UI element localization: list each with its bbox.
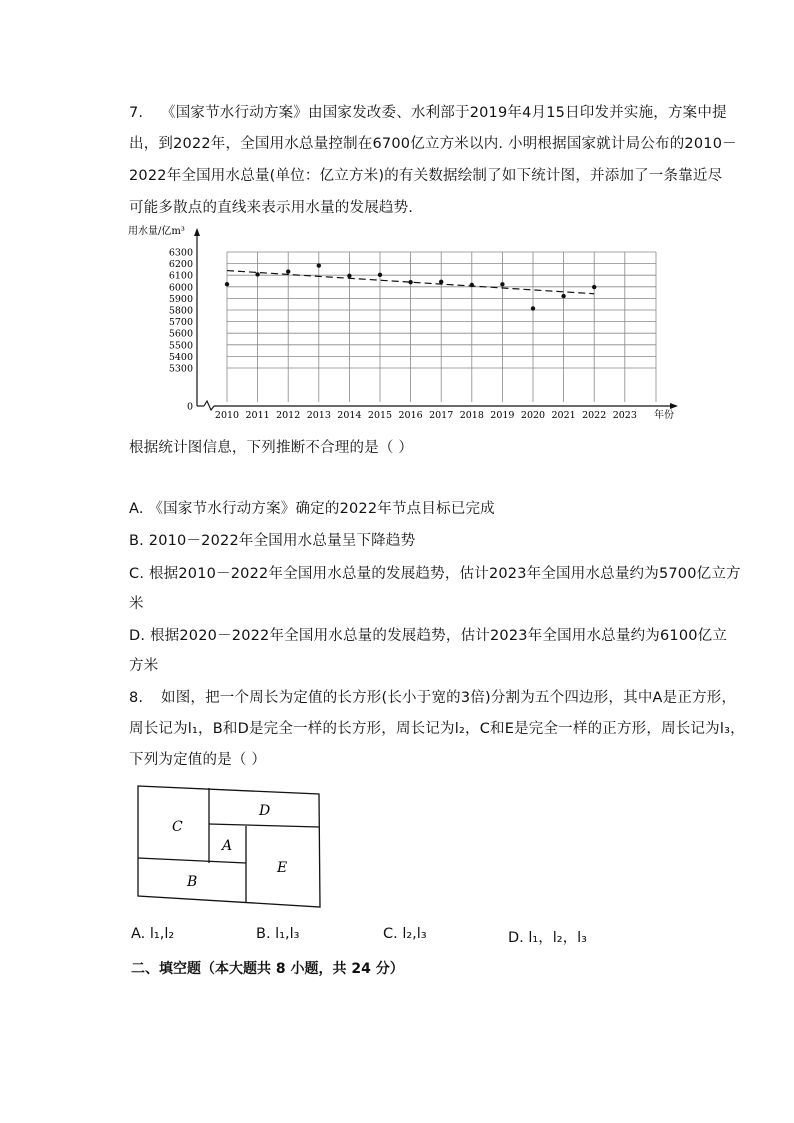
x-tick-label: 2010 [214,410,240,421]
q7-option-d-cont: 方米 [129,658,159,674]
chart-axes [194,228,678,410]
q7-option-c-cont: 米 [129,596,144,612]
x-axis-title: 年份 [654,410,674,421]
q8-line-1 [129,686,736,707]
x-tick-label: 2016 [398,410,423,421]
y-tick-label: 5700 [168,317,193,329]
q8-option-c: C. l₂,l₃ [383,926,427,942]
x-tick-label: 2019 [490,410,515,421]
y-tick-label: 6300 [168,247,193,259]
q7-number: 7. [129,105,144,121]
data-point [286,269,290,273]
x-tick-label: 2018 [459,410,484,421]
x-tick-label: 2014 [337,410,362,421]
data-point [255,272,259,276]
data-point [317,263,321,267]
x-tick-label: 2020 [520,410,546,421]
rectangle-partition-figure [130,780,330,915]
data-point [347,274,351,278]
q7-line-1 [129,101,727,122]
q7-option-b: B. 2010－2022年全国用水总量呈下降趋势 [129,533,416,549]
y-tick-label: 6100 [168,270,193,282]
q7-line-2: 出，到2022年，全国用水总量控制在6700亿立方米以内. 小明根据国家就计局公布的2010－ [129,136,737,152]
label-d: D [259,803,271,819]
q7-option-d: D. 根据2020－2022年全国用水总量的发展趋势，估计2023年全国用水总量约为6100亿立 [129,628,728,644]
y-axis-title: 用水量/亿m³ [128,226,185,237]
section-title: 二、填空题（本大题共 8 小题，共 24 分） [131,961,404,977]
y-tick-label: 6200 [168,259,193,271]
q8-option-b: B. l₁,l₃ [256,926,300,942]
x-tick-label: 2022 [582,410,607,421]
q7-option-c: C. 根据2010－2022年全国用水总量的发展趋势，估计2023年全国用水总量约为5700亿立方 [129,566,741,582]
q7-text-1: 《国家节水行动方案》由国家发改委、水利部于2019年4月15日印发并实施，方案中提 [161,105,727,121]
label-c: C [172,819,183,835]
x-axis-arrow [670,403,678,409]
q7-line-4: 可能多散点的直线来表示用水量的发展趋势. [129,200,414,216]
data-point [378,273,382,277]
data-point [439,280,443,284]
q8-option-d: D. l₁，l₂，l₃ [508,930,587,946]
q8-text-1: 如图，把一个周长为定值的长方形(长小于宽的3倍)分割为五个四边形，其中A是正方形， [161,690,737,706]
data-point [531,306,535,310]
q7-line-3: 2022年全国用水总量(单位：亿立方米)的有关数据绘制了如下统计图，并添加了一条靠近尽 [129,168,723,184]
y-tick-label: 6000 [168,282,193,294]
x-tick-label: 2012 [276,410,301,421]
y-tick-label: 5900 [168,293,193,305]
data-point [561,294,565,298]
data-point [225,282,229,286]
y-axis-arrow [194,228,200,236]
x-tick-label: 2013 [306,410,331,421]
q8-line-3: 下列为定值的是（ ） [129,752,267,768]
x-tick-label: 2017 [429,410,454,421]
data-point [592,285,596,289]
data-point [500,282,504,286]
y-tick-label: 5400 [168,351,193,363]
label-e: E [277,860,288,876]
q7-option-a: A. 《国家节水行动方案》确定的2022年节点目标已完成 [129,501,495,517]
q8-option-a: A. l₁,l₂ [131,926,175,942]
x-tick-label: 2021 [551,410,576,421]
divider-c-bottom [138,858,246,863]
x-tick-label: 2011 [245,410,270,421]
x-tick-label: 2023 [612,410,637,421]
y-zero-label: 0 [186,401,193,413]
divider-d-bottom [209,824,319,827]
q8-number: 8. [129,690,144,706]
q7-question: 根据统计图信息，下列推断不合理的是（ ） [129,440,414,456]
label-a: A [222,838,233,854]
data-point [470,283,474,287]
chart-labels [128,224,674,421]
y-tick-label: 5600 [168,328,193,340]
y-tick-label: 5300 [168,363,193,375]
x-tick-label: 2015 [367,410,393,421]
q8-line-2: 周长记为l₁，B和D是完全一样的长方形，周长记为l₂，C和E是完全一样的正方形，周长记为l₃， [129,721,745,737]
chart-grid [227,252,656,402]
data-point [408,280,412,284]
y-tick-label: 5500 [168,340,193,352]
water-usage-chart [120,222,690,430]
x-axis-break [204,401,214,410]
y-tick-label: 5800 [168,305,193,317]
label-b: B [187,874,198,890]
